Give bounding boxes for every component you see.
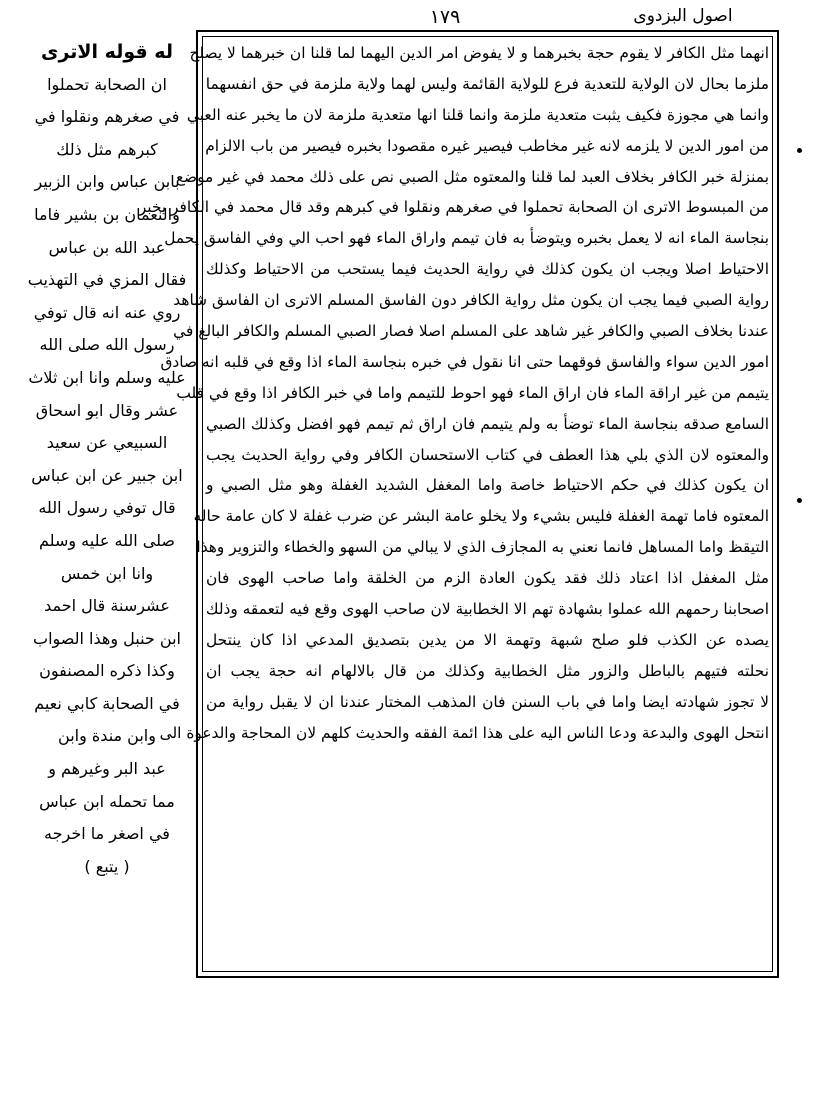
ink-speck — [797, 148, 802, 153]
margin-line: ابن حنبل وهذا الصواب — [33, 628, 181, 648]
margin-notes — [24, 36, 190, 883]
main-text — [138, 38, 769, 748]
text-line: يصده عن الكذب فلو صلح شبهة وتهمة الا من يدين بتصديق المدعي اذا كان ينتحل — [206, 630, 769, 649]
margin-line: في صغرهم ونقلوا في — [34, 107, 180, 127]
ink-speck — [797, 498, 802, 503]
margin-line: كبرهم مثل ذلك — [56, 139, 158, 159]
margin-line: عشرسنة قال احمد — [44, 596, 170, 616]
margin-line: وانا ابن خمس — [60, 563, 154, 583]
margin-line: ( يتبع ) — [84, 856, 130, 876]
text-line: يتيمم من غير اراقة الماء فان اراق الماء فهو احوط للتيمم واما في خبر الكافر اذا وقع في قلب — [176, 383, 769, 402]
text-line: رواية الصبي فيما يجب ان يكون مثل رواية الكافر دون الفاسق المسلم الاترى ان الفاسق شاهد — [173, 291, 769, 310]
text-line: لا تجوز شهادته ايضا واما في باب السنن فان المذهب المختار عندنا ان لا يقبل رواية من — [206, 692, 769, 711]
margin-line: عشر وقال ابو اسحاق — [35, 400, 179, 420]
text-line: الاحتياط اصلا ويجب ان يكون كذلك في رواية الحديث فيما يستحب من الاحتياط وكذلك — [206, 260, 769, 279]
margin-line: قال توفي رسول الله — [38, 498, 176, 518]
text-line: المعتوه فاما تهمة الغفلة فليس بشيء ولا يخلو عامة البشر عن ضرب غفلة لا كان عامة حاله — [193, 507, 769, 526]
text-line: امور الدين سواء والفاسق فوقهما حتى انا نقول في خبره بنجاسة الماء اذا وقع في قلبه انه صادق — [160, 352, 769, 371]
margin-line: فقال المزي في التهذيب — [27, 270, 187, 290]
text-line: ملزما بحال لان الولاية للتعدية فرع للولاية القائمة وليس لهما ولاية ملزمة في حق انفسهما — [205, 74, 769, 93]
text-line: بنجاسة الماء انه لا يعمل بخبره ويتوضأ به فان تيمم واراق الماء فهو احب الي وفي الفاسق يحمل — [164, 229, 769, 248]
margin-line: مما تحمله ابن عباس — [39, 791, 175, 811]
text-line: السامع صدقه بنجاسة الماء توضأ به ولم يتيمم فان اراق ثم تيمم فهو افضل وكذلك الصبي — [206, 414, 769, 433]
margin-line: رسول الله صلى الله — [39, 335, 175, 355]
margin-line: بابن عباس وابن الزبير — [34, 172, 180, 192]
margin-line: والنعمان بن بشير فاما — [34, 204, 180, 224]
text-line: من امور الدين لا يلزمه لانه غير مخاطب فيصير غيره مقصودا بخبره فيصير من باب الالزام — [205, 136, 769, 155]
text-line: ان يكون كذلك في حكم الاحتياط خاصة واما المغفل الشديد الغفلة وهو مثل الصبي و — [206, 476, 769, 495]
margin-line: السبيعي عن سعيد — [46, 433, 168, 453]
text-line: من المبسوط الاترى ان الصحابة تحملوا في صغرهم ونقلوا في كبرهم وقد قال محمد في الكافر يخبر — [138, 198, 769, 217]
text-line: عندنا بخلاف الصبي والكافر غير شاهد على المسلم اصلا فصار الصبي المسلم والكافر البالغ في — [173, 322, 769, 341]
text-line: مثل المغفل اذا اعتاد ذلك فقد يكون العادة الزم من الخلقة واما صاحب الهوى فان — [206, 569, 769, 588]
book-title: اصول البزدوی — [633, 6, 733, 26]
margin-line: وابن مندة وابن — [58, 726, 156, 746]
margin-line: في الصحابة كابي نعيم — [34, 693, 180, 713]
text-line: اصحابنا رحمهم الله عملوا بشهادة تهم الا الخطابية لان صاحب الهوى وقع فيه لتعمقه وذلك — [205, 600, 769, 619]
margin-line: ابن جبير عن ابن عباس — [31, 465, 183, 485]
text-line: التيقظ واما المساهل فانما نعني به المجازف الذي لا يبالي من السهو والخطاء والتزوير وهذا — [196, 538, 769, 557]
text-line: انهما مثل الكافر لا يقوم حجة بخبرهما و لا يفوض امر الدين اليهما لما قلنا ان خبرهما لا يصلح — [189, 44, 769, 62]
text-line: نحلته فتيهم بالباطل والزور مثل الخطابية وكذلك من قال بالالهام انه حجة يجب ان — [206, 661, 769, 680]
margin-line: في اصغر ما اخرجه — [44, 824, 170, 844]
margin-line: صلى الله عليه وسلم — [39, 530, 175, 550]
text-line: بمنزلة خبر الكافر بخلاف العبد لما قلنا والمعتوه مثل الصبي نص على ذلك محمد في غير موضع — [175, 167, 769, 186]
text-line: والمعتوه لان الذي بلي هذا العطف في كتاب الاستحسان الكافر وفي رواية الحديث يجب — [206, 445, 769, 464]
margin-line: عبد الله بن عباس — [48, 237, 166, 257]
margin-line: روي عنه انه قال توفي — [33, 302, 181, 322]
text-line: انتحل الهوى والبدعة ودعا الناس اليه على هذا ائمة الفقه والحديث كلهم لان المحاجة والدعوة الى — [159, 723, 769, 742]
margin-line: له قوله الاترى — [41, 41, 173, 63]
text-line: وانما هي مجوزة فكيف يثبت متعدية ملزمة وانما قلنا انها متعدية ملزمة لان ما يخبر عنه العبي — [186, 105, 769, 124]
main-text-frame — [138, 30, 779, 978]
page-number: ۱۷۹ — [429, 6, 461, 28]
margin-line: ان الصحابة تحملوا — [47, 74, 167, 94]
margin-line: وكذا ذكره المصنفون — [39, 661, 175, 681]
margin-line: عبد البر وغيرهم و — [48, 759, 166, 779]
margin-line: عليه وسلم وانا ابن ثلاث — [28, 367, 186, 387]
